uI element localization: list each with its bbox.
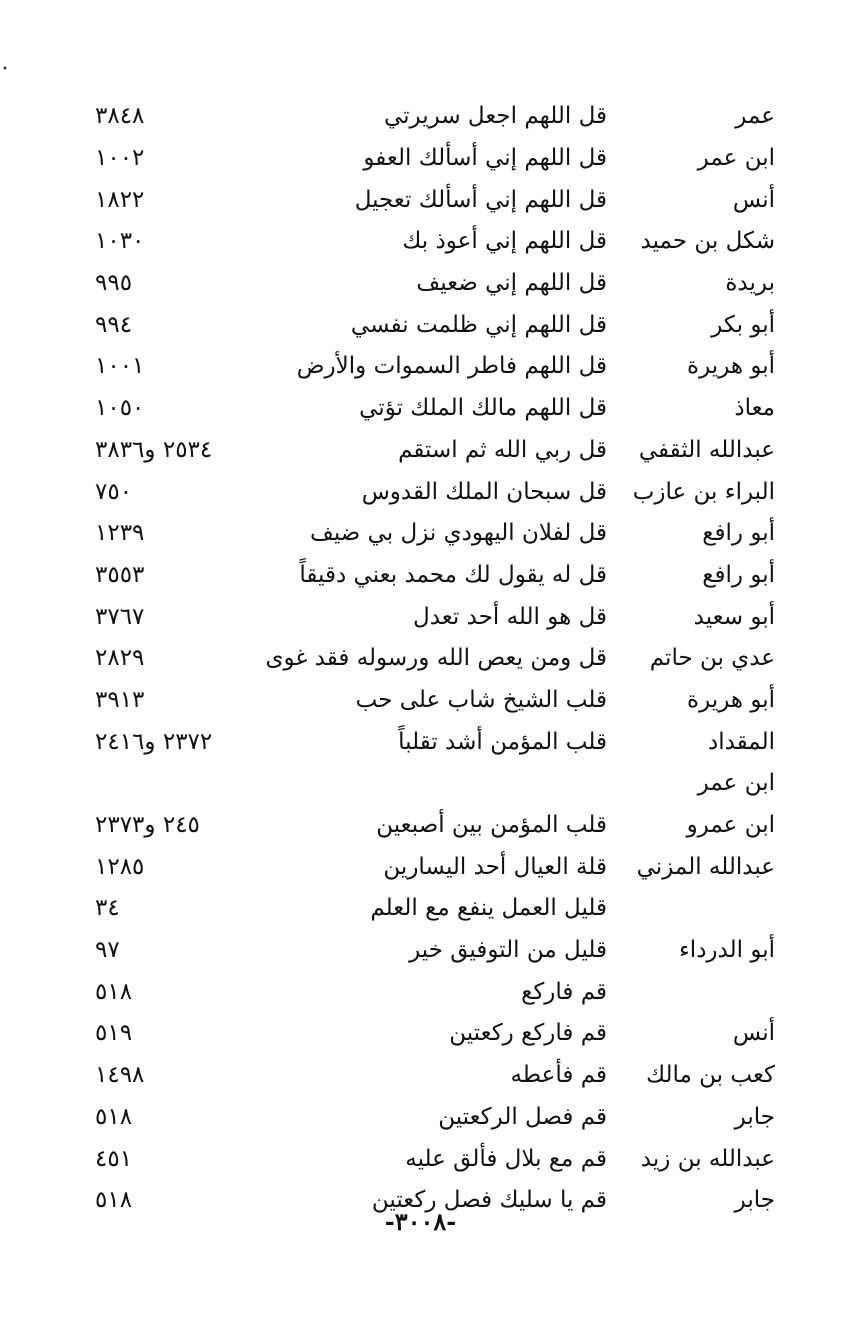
index-row: [95, 179, 775, 221]
index-row: [95, 596, 775, 638]
index-row: [95, 471, 775, 513]
reference-numbers: ٥١٨: [95, 978, 133, 1005]
narrator-cell: عبدالله بن زيد: [640, 1145, 775, 1172]
hadith-text: قل له يقول لك محمد بعني دقيقاً: [299, 561, 607, 588]
index-row: [95, 346, 775, 388]
index-row: [95, 1097, 775, 1139]
narrator-cell: عبدالله الثقفي: [638, 436, 775, 463]
reference-numbers: ١٢٨٥: [95, 853, 145, 880]
narrator-cell: أبو الدرداء: [678, 937, 775, 964]
hadith-text: قلب المؤمن بين أصبعين: [376, 812, 607, 839]
index-row: [95, 263, 775, 305]
index-row: [95, 304, 775, 346]
reference-numbers: ٥١٨: [95, 1187, 133, 1214]
narrator-cell: معاذ: [734, 395, 775, 422]
reference-numbers: ٥١٨: [95, 1103, 133, 1130]
hadith-text: قم فاركع: [521, 978, 607, 1005]
reference-numbers: ٩٩٥: [95, 270, 133, 297]
narrator-cell: ابن عمرو: [686, 812, 775, 839]
reference-numbers: ٣٤: [95, 895, 120, 922]
hadith-text: قل اللهم إني ظلمت نفسي: [350, 311, 607, 338]
narrator-cell: عمر: [735, 103, 775, 130]
narrator-cell: أنس: [732, 186, 775, 213]
index-row: [95, 846, 775, 888]
narrator-cell: أبو هريرة: [687, 686, 775, 713]
narrator-cell: البراء بن عازب: [632, 478, 775, 505]
page-number: -٣٠٠٨-: [384, 1207, 457, 1236]
reference-numbers: ٢٣٧٢ و٢٤١٦: [95, 728, 213, 755]
narrator-cell: جابر: [734, 1187, 775, 1214]
hadith-text: قل سبحان الملك القدوس: [361, 478, 607, 505]
index-row: [95, 680, 775, 722]
index-row: [95, 138, 775, 180]
hadith-text: قم فأعطه: [510, 1062, 607, 1089]
hadith-text: قل اللهم إني أسألك العفو: [363, 145, 607, 172]
narrator-cell: بريدة: [725, 270, 775, 297]
index-row: [95, 721, 775, 763]
hadith-text: قل لفلان اليهودي نزل بي ضيف: [310, 520, 607, 547]
hadith-text: قم فصل الركعتين: [438, 1103, 607, 1130]
reference-numbers: ٢٨٢٩: [95, 645, 145, 672]
hadith-text: قليل من التوفيق خير: [409, 937, 607, 964]
reference-numbers: ٢٥٣٤ و٣٨٣٦: [95, 436, 213, 463]
hadith-text: قم مع بلال فألق عليه: [405, 1145, 607, 1172]
narrator-cell: أبو سعيد: [693, 603, 775, 630]
reference-numbers: ١٢٣٩: [95, 520, 145, 547]
narrator-cell: أبو هريرة: [687, 353, 775, 380]
hadith-text: قم يا سليك فصل ركعتين: [371, 1187, 607, 1214]
narrator-cell: شكل بن حميد: [640, 228, 775, 255]
hadith-text: قل اللهم فاطر السموات والأرض: [296, 353, 607, 380]
narrator-cell: المقداد: [707, 728, 775, 755]
narrator-cell: ابن عمر: [697, 770, 775, 797]
reference-numbers: ١٠٥٠: [95, 395, 145, 422]
narrator-cell: أبو رافع: [702, 561, 775, 588]
reference-numbers: ٣٥٥٣: [95, 561, 145, 588]
hadith-text: قلب الشيخ شاب على حب: [355, 686, 607, 713]
index-table: [95, 96, 775, 1222]
index-row: [95, 430, 775, 472]
reference-numbers: ٢٤٥ و٢٣٧٣: [95, 812, 200, 839]
narrator-cell: ابن عمر: [697, 145, 775, 172]
reference-numbers: ٤٥١: [95, 1145, 133, 1172]
reference-numbers: ١٠٠٢: [95, 145, 145, 172]
index-row: [95, 96, 775, 138]
reference-numbers: ٣٨٤٨: [95, 103, 145, 130]
index-row: [95, 388, 775, 430]
index-row: [95, 1013, 775, 1055]
index-row: [95, 638, 775, 680]
reference-numbers: ١٨٢٢: [95, 186, 145, 213]
hadith-text: قل هو الله أحد تعدل: [413, 603, 607, 630]
narrator-cell: أبو بكر: [711, 311, 775, 338]
reference-numbers: ٩٧: [95, 937, 120, 964]
index-row: [95, 1055, 775, 1097]
narrator-cell: عبدالله المزني: [636, 853, 775, 880]
reference-numbers: ٩٩٤: [95, 311, 133, 338]
reference-numbers: ١٠٣٠: [95, 228, 145, 255]
index-row: [95, 805, 775, 847]
index-row: [95, 1138, 775, 1180]
reference-numbers: ١٤٩٨: [95, 1062, 145, 1089]
reference-numbers: ٥١٩: [95, 1020, 133, 1047]
index-row: [95, 555, 775, 597]
index-row: [95, 888, 775, 930]
index-row: [95, 971, 775, 1013]
hadith-text: قل اللهم إني ضعيف: [416, 270, 607, 297]
hadith-text: قل ومن يعص الله ورسوله فقد غوى: [265, 645, 607, 672]
reference-numbers: ١٠٠١: [95, 353, 145, 380]
hadith-text: قلب المؤمن أشد تقلباً: [398, 728, 607, 755]
index-row: [95, 763, 775, 805]
hadith-text: قل اللهم إني أسألك تعجيل: [354, 186, 607, 213]
narrator-cell: أنس: [732, 1020, 775, 1047]
narrator-cell: جابر: [734, 1103, 775, 1130]
index-row: [95, 221, 775, 263]
hadith-text: قل اللهم اجعل سريرتي: [383, 103, 607, 130]
index-row: [95, 930, 775, 972]
hadith-text: قل ربي الله ثم استقم: [398, 436, 607, 463]
hadith-text: قلة العيال أحد اليسارين: [383, 853, 607, 880]
narrator-cell: كعب بن مالك: [646, 1062, 775, 1089]
hadith-text: قل اللهم مالك الملك تؤتي: [359, 395, 607, 422]
margin-mark: •: [2, 64, 8, 75]
hadith-text: قل اللهم إني أعوذ بك: [402, 228, 607, 255]
hadith-text: قم فاركع ركعتين: [449, 1020, 607, 1047]
reference-numbers: ٣٩١٣: [95, 686, 145, 713]
narrator-cell: عدي بن حاتم: [649, 645, 775, 672]
hadith-text: قليل العمل ينفع مع العلم: [370, 895, 607, 922]
index-row: [95, 513, 775, 555]
reference-numbers: ٧٥٠: [95, 478, 133, 505]
narrator-cell: أبو رافع: [702, 520, 775, 547]
reference-numbers: ٣٧٦٧: [95, 603, 145, 630]
